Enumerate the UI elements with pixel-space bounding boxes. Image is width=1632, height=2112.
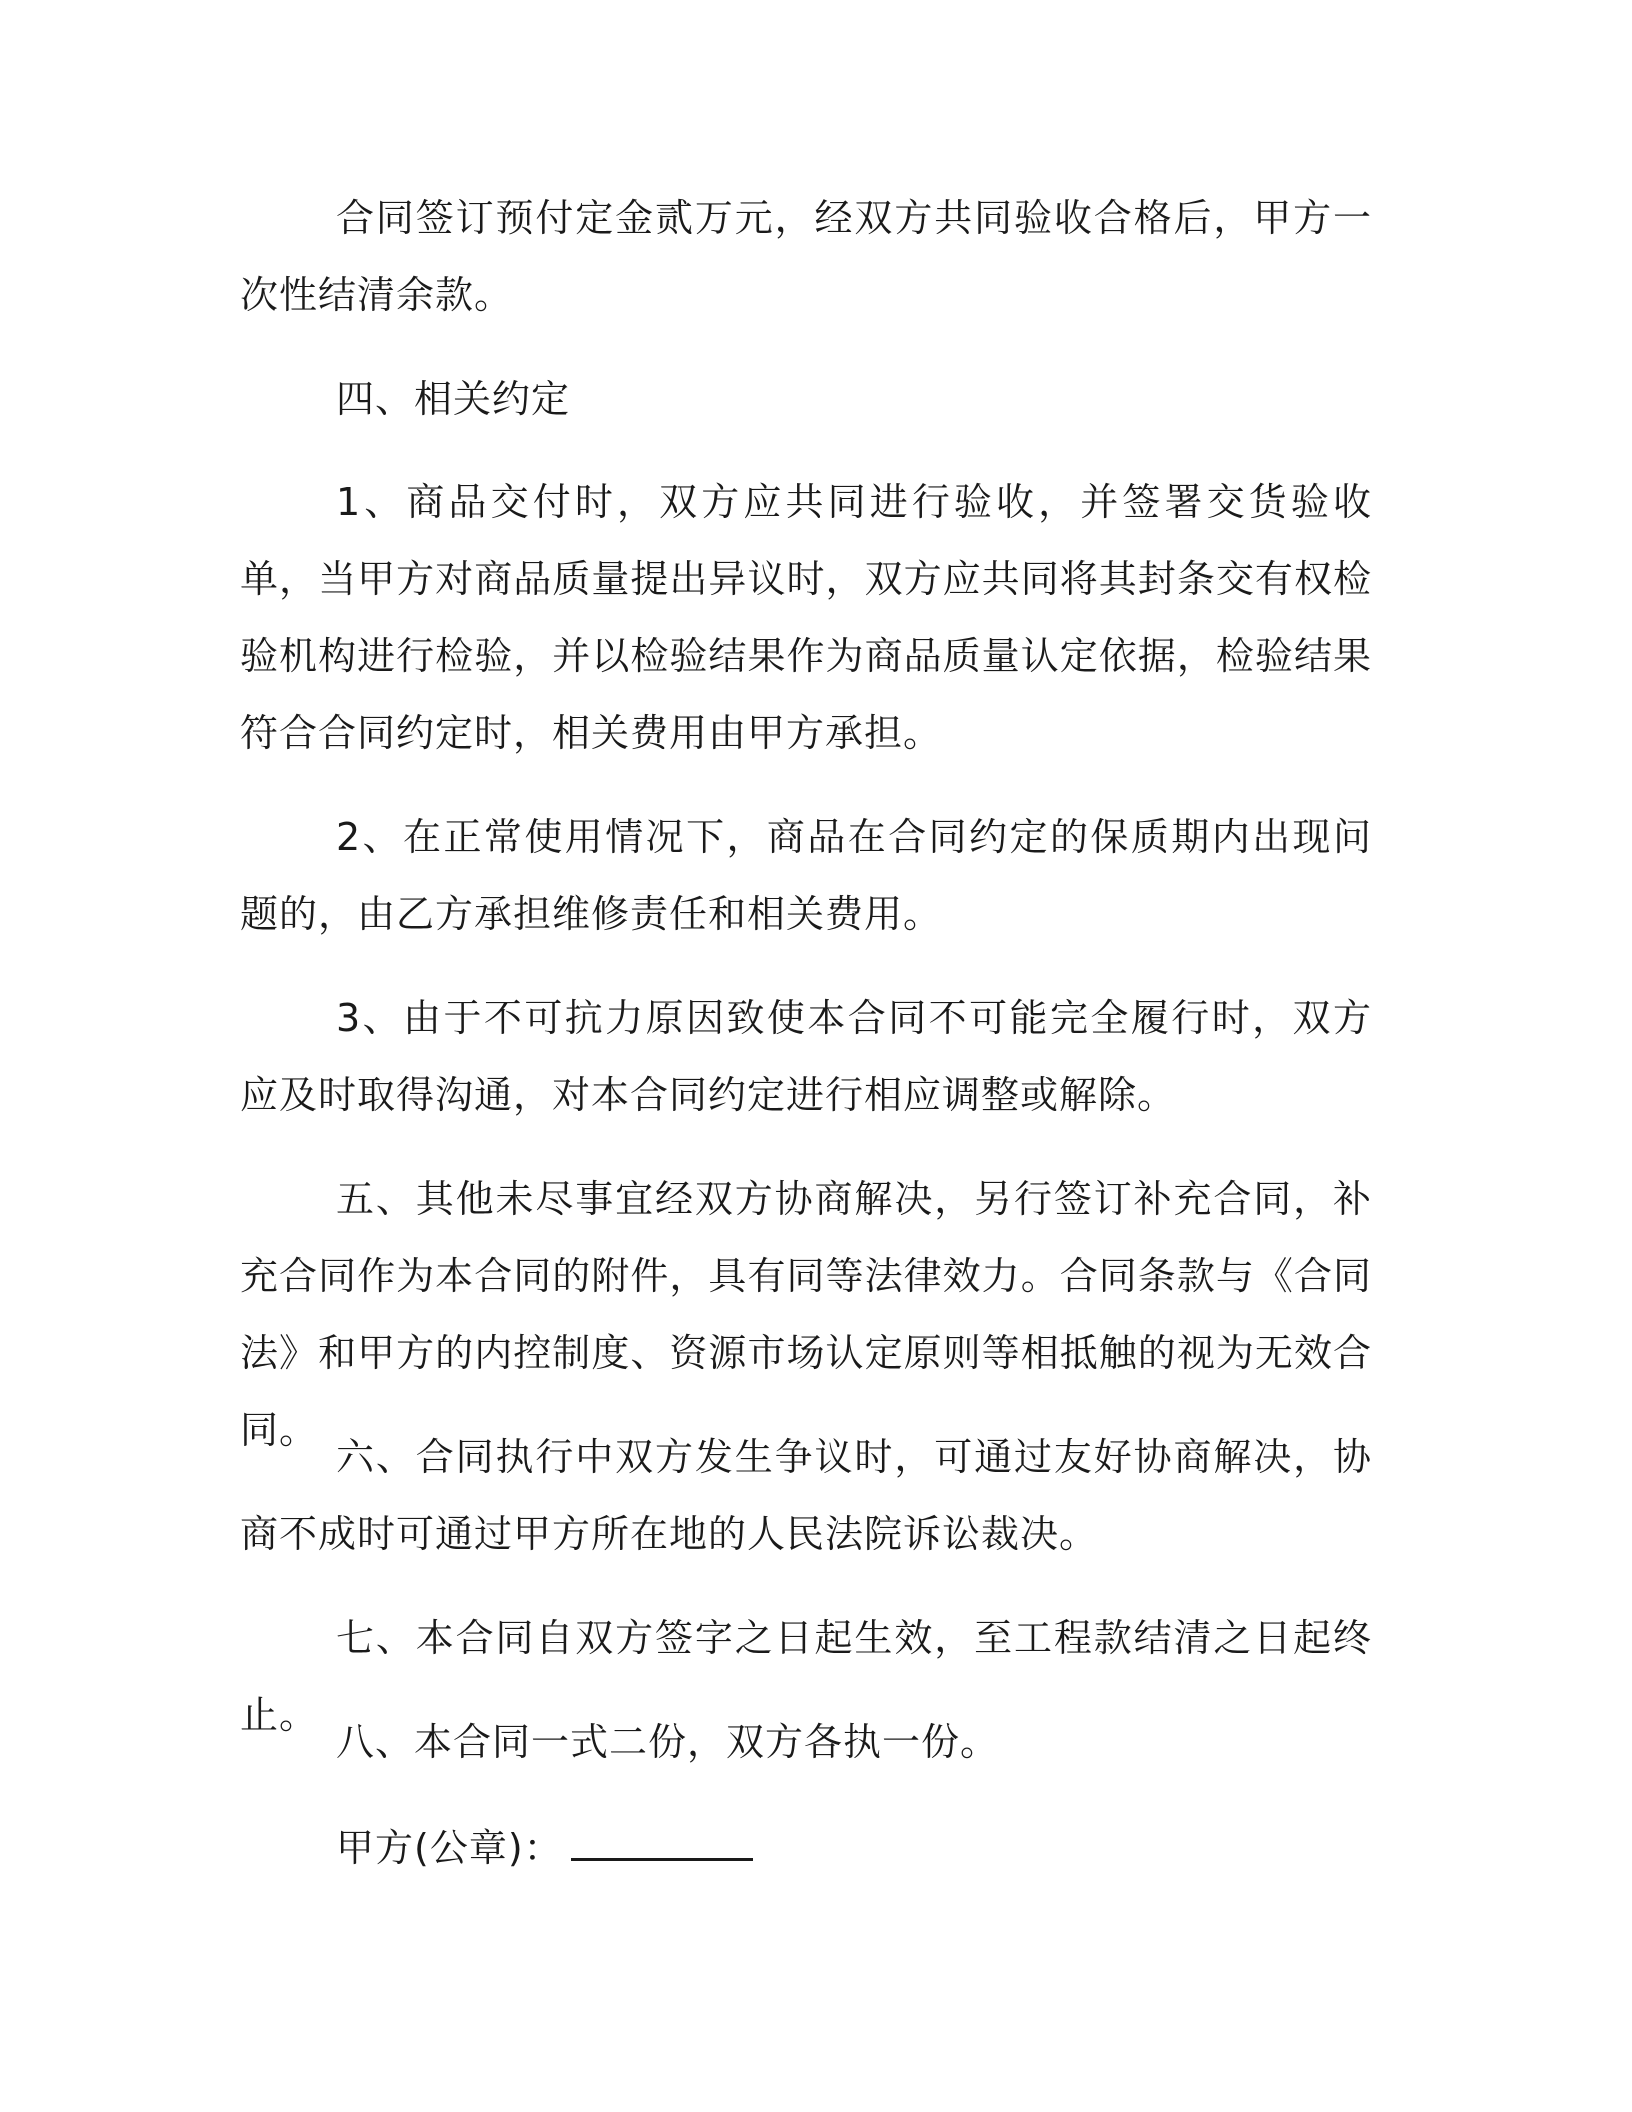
- section-5-paragraph: 五、其他未尽事宜经双方协商解决，另行签订补充合同，补充合同作为本合同的附件，具有同等法律效力。合同条款与《合同法》和甲方的内控制度、资源市场认定原则等相抵触的视为无效合同。: [240, 1177, 1372, 1452]
- payment-paragraph: 合同签订预付定金贰万元，经双方共同验收合格后，甲方一次性结清余款。: [240, 196, 1372, 317]
- section-6-paragraph: 六、合同执行中双方发生争议时，可通过友好协商解决，协商不成时可通过甲方所在地的人民法院诉讼裁决。: [240, 1435, 1372, 1556]
- clause-1-paragraph: 1、商品交付时，双方应共同进行验收，并签署交货验收单，当甲方对商品质量提出异议时，双方应共同将其封条交有权检验机构进行检验，并以检验结果作为商品质量认定依据，检验结果符合合同约定时，相关费用由甲方承担。: [240, 480, 1372, 755]
- clause-3-paragraph: 3、由于不可抗力原因致使本合同不可能完全履行时，双方应及时取得沟通，对本合同约定进行相应调整或解除。: [240, 996, 1372, 1117]
- signature-blank: [571, 1808, 753, 1861]
- clause-2-paragraph: 2、在正常使用情况下，商品在合同约定的保质期内出现问题的，由乙方承担维修责任和相关费用。: [240, 815, 1372, 936]
- party-a-signature-label: 甲方(公章)：: [336, 1826, 563, 1870]
- party-a-signature-line: [336, 1808, 753, 1887]
- section-8-paragraph: 八、本合同一式二份，双方各执一份。: [336, 1720, 1000, 1764]
- section-7-paragraph: 七、本合同自双方签字之日起生效，至工程款结清之日起终止。: [240, 1616, 1372, 1737]
- section-heading-related-agreements: 四、相关约定: [336, 377, 571, 421]
